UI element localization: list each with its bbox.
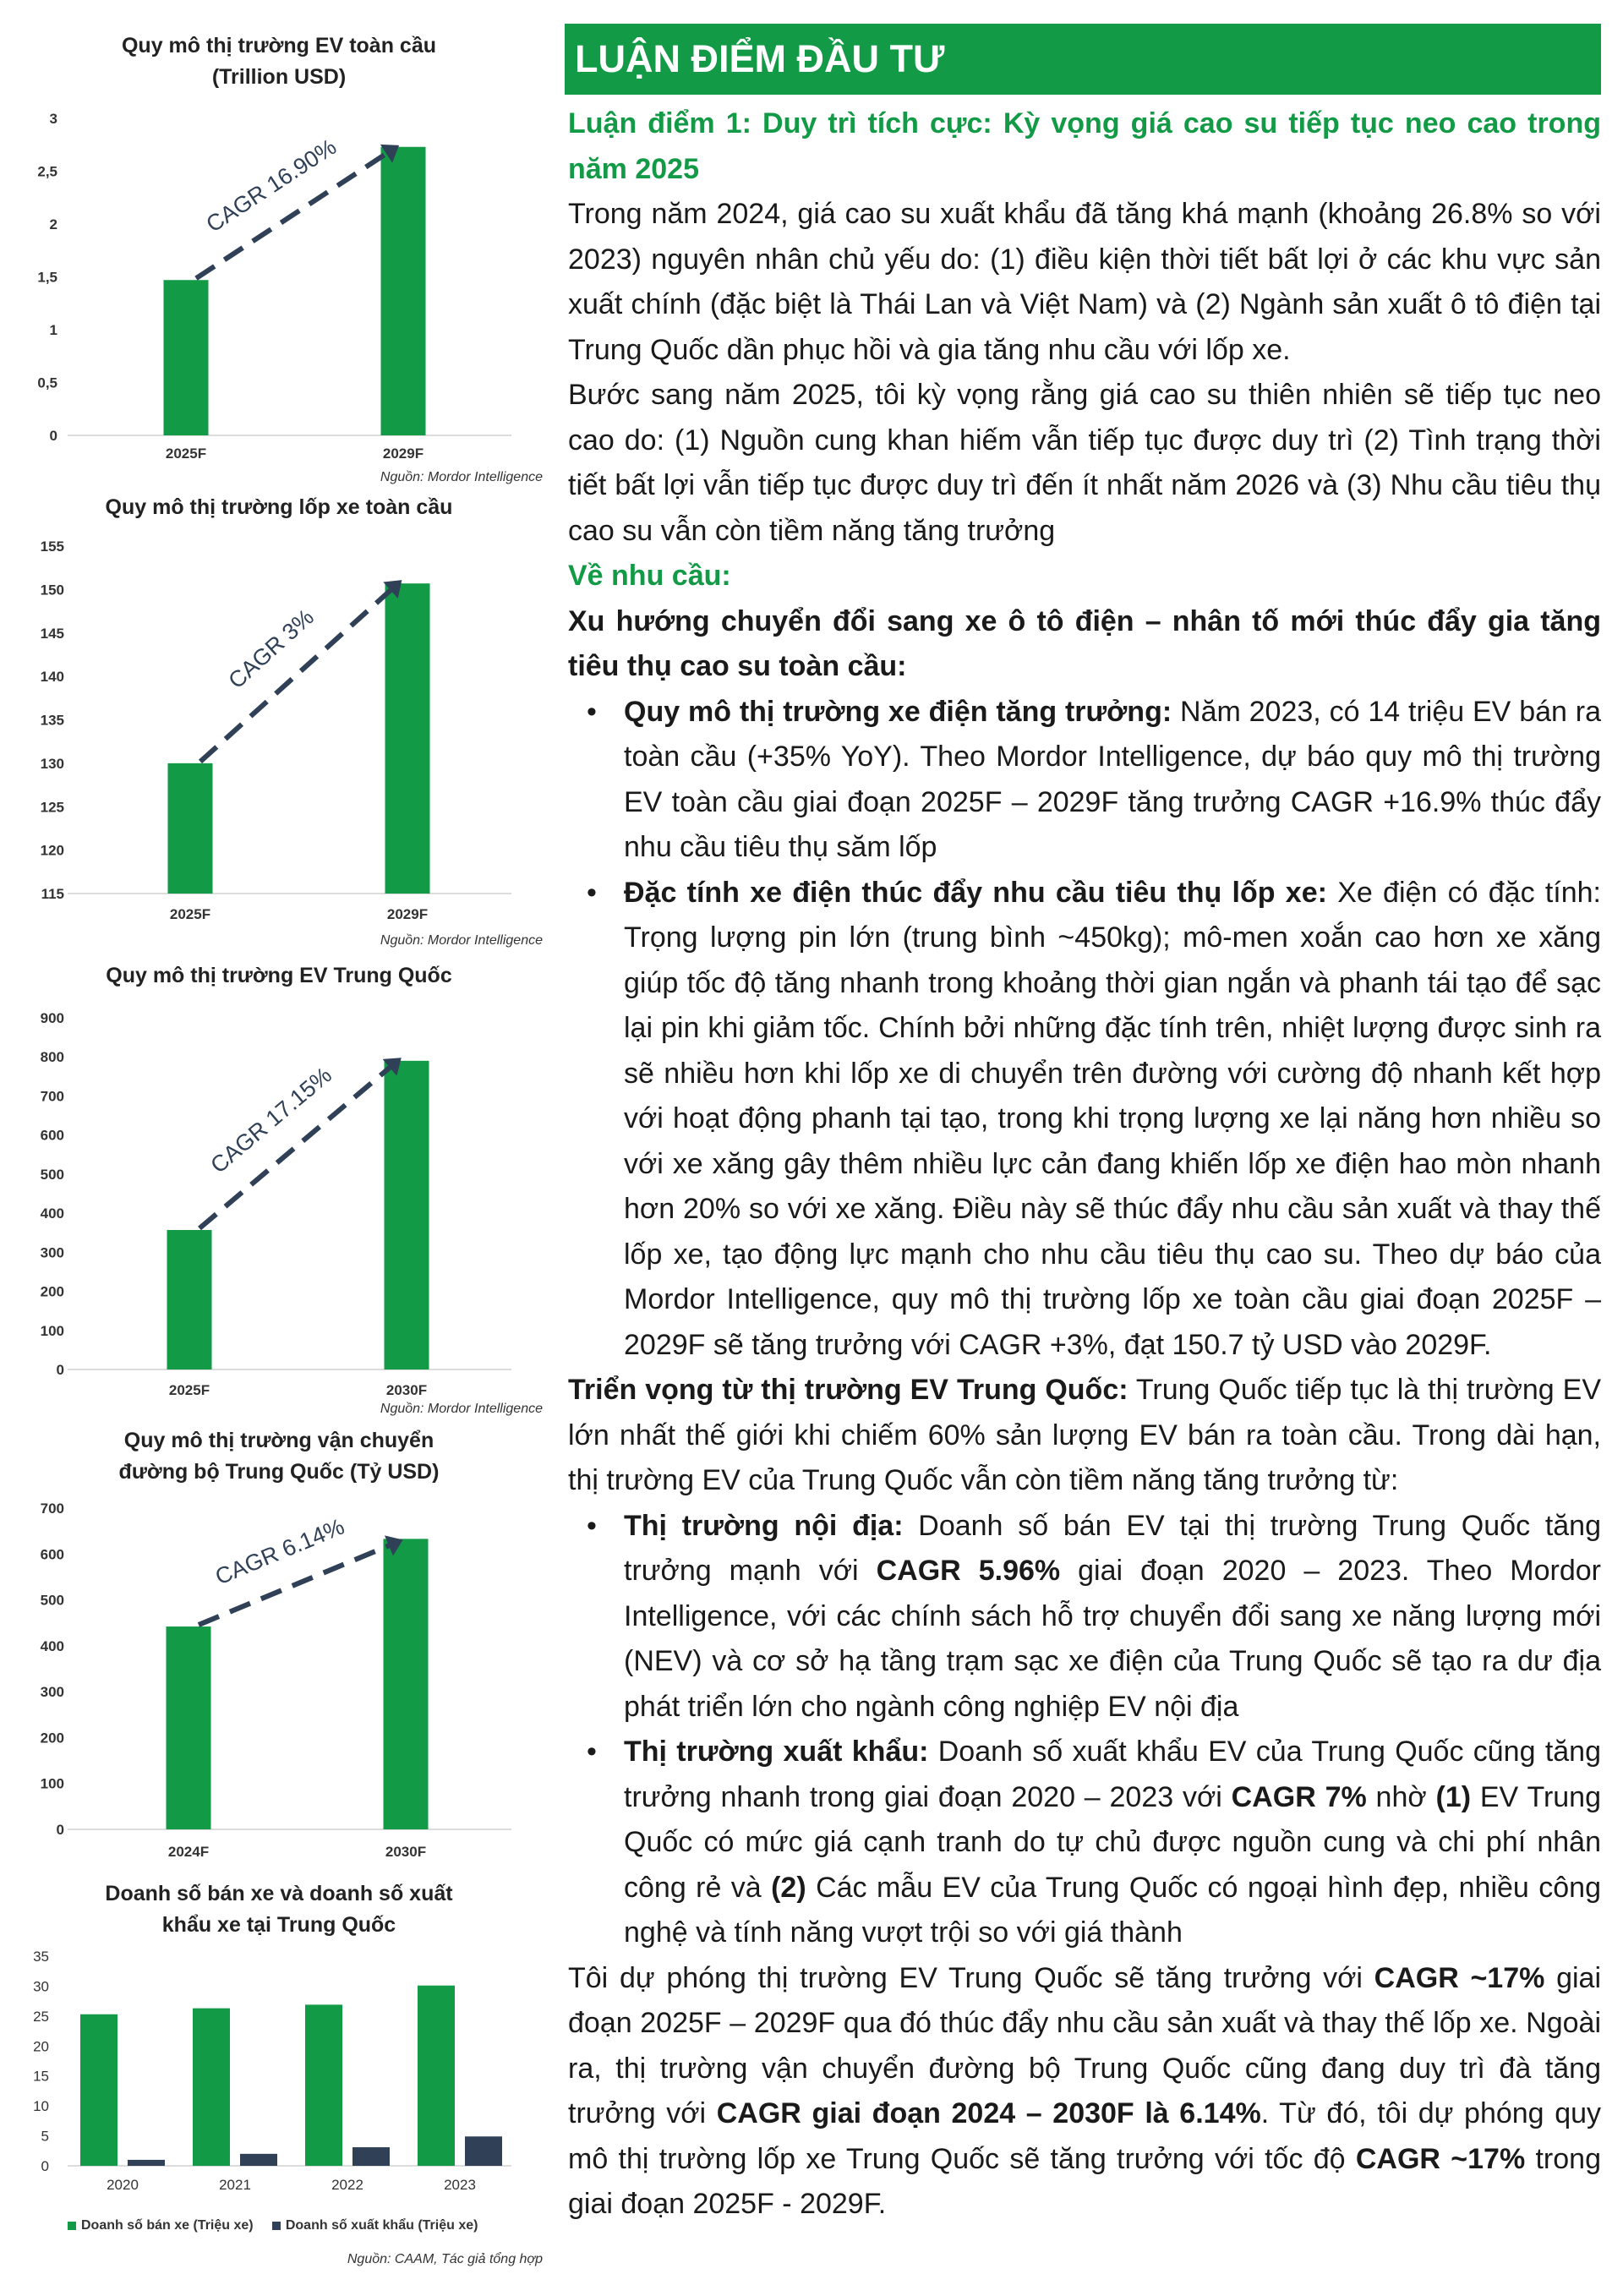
chart-road-transport (0, 1425, 558, 1882)
x-tick-label: 2025F (169, 906, 211, 922)
bar-sales-2022 (305, 2004, 342, 2166)
cagr-label: CAGR 3% (223, 604, 320, 694)
chart-title: Quy mô thị trường vận chuyển đường bộ Trung Quốc (Tỷ USD) (118, 1429, 440, 1484)
article-body (565, 95, 1601, 2228)
y-tick-label: 125 (40, 799, 64, 816)
y-tick-label: 0 (56, 1822, 64, 1838)
y-tick-label: 400 (40, 1205, 64, 1222)
china-bullets (568, 1504, 1601, 1956)
y-tick-label: 0 (41, 2158, 49, 2174)
legend-swatch-sales (68, 2222, 76, 2230)
section-banner: LUẬN ĐIỂM ĐẦU TƯ (565, 24, 1601, 95)
paragraph-2024: Trong năm 2024, giá cao su xuất khẩu đã tăng khá mạnh (khoảng 26.8% so với 2023) nguyên nhân chủ yếu do: (1) điều kiện thời tiết bất lợi ở các khu vực sản xuất chính (đặc biệt là Thái Lan và Việt Nam) và (2) Ngành sản xuất ô tô điện tại Trung Quốc dần phục hồi và gia tăng nhu cầu với lốp xe. (568, 198, 1601, 366)
x-tick-label: 2023 (444, 2177, 476, 2193)
bullet-ev-market-size: • Quy mô thị trường xe điện tăng trưởng: Năm 2023, có 14 triệu EV bán ra toàn cầu (+35% YoY). Theo Mordor Intelligence, dự báo quy mô thị trường EV toàn cầu giai đoạn 2025F – 2029F tăng trưởng CAGR +16.9% thúc đẩy nhu cầu tiêu thụ săm lốp (624, 690, 1601, 871)
y-tick-label: 200 (40, 1283, 64, 1300)
chart-ev-global-plot (0, 25, 558, 499)
y-tick-label: 20 (33, 2038, 49, 2055)
y-tick-label: 900 (40, 1010, 64, 1026)
x-tick-label: 2025F (168, 1382, 210, 1398)
x-tick-label: 2021 (219, 2177, 251, 2193)
y-tick-label: 145 (40, 625, 64, 642)
chart-source: Nguồn: Mordor Intelligence (380, 470, 543, 484)
legend-label-export: Doanh số xuất khẩu (Triệu xe) (285, 2218, 478, 2233)
bar-2029F (381, 147, 426, 435)
paragraph-forecast: Tôi dự phóng thị trường EV Trung Quốc sẽ tăng trưởng với CAGR ~17% giai đoạn 2025F – 2029F qua đó thúc đẩy nhu cầu sản xuất và thay thế lốp xe. Ngoài ra, thị trường vận chuyển đường bộ Trung Quốc cũng đang duy trì đà tăng trưởng với CAGR giai đoạn 2024 – 2030F là 6.14%. Từ đó, tôi dự phóng quy mô thị trường lốp xe Trung Quốc sẽ tăng trưởng với tốc độ CAGR ~17% trong giai đoạn 2025F - 2029F. (568, 1961, 1602, 2220)
chart-title: Quy mô thị trường EV toàn cầu (Trillion USD) (121, 34, 436, 89)
x-tick-label: 2030F (385, 1844, 427, 1860)
y-tick-label: 800 (40, 1049, 64, 1066)
chart-tire-global-plot (0, 492, 558, 957)
y-tick-label: 500 (40, 1166, 64, 1183)
y-tick-label: 200 (40, 1730, 64, 1747)
y-tick-label: 300 (40, 1684, 64, 1701)
y-tick-label: 600 (40, 1127, 64, 1144)
y-tick-label: 10 (33, 2098, 49, 2115)
y-tick-label: 600 (40, 1546, 64, 1563)
bullet-export-market: • Thị trường xuất khẩu: Doanh số xuất khẩu EV của Trung Quốc cũng tăng trưởng nhanh trong giai đoạn 2020 – 2023 với CAGR 7% nhờ (1) EV Trung Quốc có mức giá cạnh tranh do tự chủ được nguồn cung và chi phí nhân công rẻ và (2) Các mẫu EV của Trung Quốc có ngoại hình đẹp, nhiều công nghệ và tính năng vượt trội so với giá thành (624, 1730, 1601, 1956)
x-tick-label: 2022 (331, 2177, 363, 2193)
chart-china-sales (0, 1878, 558, 2296)
chart-title: Quy mô thị trường lốp xe toàn cầu (105, 495, 453, 519)
bar-export-2023 (465, 2136, 502, 2166)
legend-label-sales: Doanh số bán xe (Triệu xe) (81, 2218, 254, 2233)
ev-bullets (568, 690, 1601, 1369)
y-tick-label: 100 (40, 1322, 64, 1339)
bullet-domestic-market: • Thị trường nội địa: Doanh số bán EV tại thị trường Trung Quốc tăng trưởng mạnh với CAGR 5.96% giai đoạn 2020 – 2023. Theo Mordor Intelligence, với các chính sách hỗ trợ chuyển đổi sang xe năng lượng mới (NEV) và cơ sở hạ tầng trạm sạc xe điện của Trung Quốc sẽ tạo ra dư địa phát triển lớn cho ngành công nghiệp EV nội địa (624, 1504, 1601, 1730)
demand-heading: Về nhu cầu: (568, 560, 731, 592)
bar-2030F (384, 1539, 429, 1829)
y-tick-label: 155 (40, 538, 64, 555)
y-tick-label: 2 (49, 216, 57, 232)
chart-title: Quy mô thị trường EV Trung Quốc (106, 964, 452, 987)
cagr-label: CAGR 6.14% (211, 1513, 348, 1590)
x-tick-label: 2025F (165, 446, 207, 462)
paragraph-china-outlook: Triển vọng từ thị trường EV Trung Quốc: Trung Quốc tiếp tục là thị trường EV lớn nhất thế giới khi chiếm 60% sản lượng EV bán ra toàn cầu. Trong dài hạn, thị trường EV của Trung Quốc vẫn còn tiềm năng tăng trưởng từ: (568, 1374, 1602, 1496)
bar-export-2022 (352, 2147, 390, 2166)
y-tick-label: 150 (40, 582, 64, 599)
y-tick-label: 35 (33, 1949, 49, 1965)
bar-2024F (167, 1626, 211, 1829)
text-column (565, 24, 1601, 2228)
bar-2029F (385, 583, 430, 894)
y-tick-label: 700 (40, 1501, 64, 1517)
cagr-label: CAGR 17.15% (205, 1062, 337, 1178)
bullet-ev-characteristics: • Đặc tính xe điện thúc đẩy nhu cầu tiêu thụ lốp xe: Xe điện có đặc tính: Trọng lượng pin lớn (trung bình ~450kg); mô-men xoắn cao hơn xe xăng giúp tốc độ tăng nhanh trong khoảng thời gian ngắn và phanh tái tạo để sạc lại pin khi giảm tốc. Chính bởi những đặc tính trên, nhiệt lượng được sinh ra sẽ nhiều hơn khi lốp xe di chuyển trên đường với cường độ nhanh kết hợp với hoạt động phanh tại tạo, trong khi trọng lượng xe lại năng hơn nhiều so với xe xăng gây thêm nhiều lực cản đang khiến lốp xe điện hao mòn nhanh hơn 20% so với xe xăng. Điều này sẽ thúc đẩy nhu cầu sản xuất và thay thế lốp xe, tạo động lực mạnh cho nhu cầu tiêu thụ cao su. Theo dự báo của Mordor Intelligence, quy mô thị trường lốp xe toàn cầu giai đoạn 2025F – 2029F sẽ tăng trưởng với CAGR +3%, đạt 150.7 tỷ USD vào 2029F. (624, 871, 1601, 1369)
chart-source: Nguồn: Mordor Intelligence (380, 1402, 543, 1416)
bar-export-2021 (240, 2154, 277, 2166)
chart-column (0, 0, 558, 2296)
chart-source: Nguồn: CAAM, Tác giả tổng hợp (347, 2252, 543, 2266)
y-tick-label: 1 (49, 322, 57, 338)
y-tick-label: 135 (40, 712, 64, 729)
chart-ev-china (0, 960, 558, 1434)
bar-2030F (385, 1061, 429, 1369)
y-tick-label: 15 (33, 2068, 49, 2085)
bar-sales-2021 (193, 2009, 230, 2166)
y-tick-label: 120 (40, 842, 64, 859)
y-tick-label: 100 (40, 1775, 64, 1792)
chart-source: Nguồn: Mordor Intelligence (380, 933, 543, 948)
bar-2025F (167, 1230, 212, 1369)
y-tick-label: 5 (41, 2128, 49, 2145)
chart-tire-global (0, 492, 558, 957)
legend-swatch-export (272, 2222, 281, 2230)
x-tick-label: 2030F (385, 1382, 428, 1398)
ev-trend-heading: Xu hướng chuyển đổi sang xe ô tô điện – nhân tố mới thúc đẩy gia tăng tiêu thụ cao su toàn cầu: (568, 604, 1601, 682)
chart-title: Doanh số bán xe và doanh số xuất khẩu xe tại Trung Quốc (105, 1882, 453, 1937)
bar-sales-2023 (418, 1986, 455, 2166)
bar-sales-2020 (80, 2014, 117, 2166)
y-tick-label: 1,5 (37, 269, 57, 286)
x-tick-label: 2024F (167, 1844, 210, 1860)
bar-2025F (168, 763, 213, 894)
y-tick-label: 3 (49, 111, 57, 127)
y-tick-label: 500 (40, 1592, 64, 1609)
y-tick-label: 400 (40, 1637, 64, 1654)
y-tick-label: 0 (56, 1362, 64, 1378)
paragraph-2025: Bước sang năm 2025, tôi kỳ vọng rằng giá cao su thiên nhiên sẽ tiếp tục neo cao do: (1) Nguồn cung khan hiếm vẫn tiếp tục được duy trì (2) Tình trạng thời tiết bất lợi vẫn tiếp tục được duy trì đến ít nhất năm 2026 và (3) Nhu cầu tiêu thụ cao su vẫn còn tiềm năng tăng trưởng (568, 379, 1601, 547)
y-tick-label: 700 (40, 1088, 64, 1105)
chart-ev-global (0, 25, 558, 499)
y-tick-label: 300 (40, 1244, 64, 1261)
bar-export-2020 (128, 2160, 165, 2166)
x-tick-label: 2029F (386, 906, 429, 922)
y-tick-label: 2,5 (37, 163, 57, 180)
y-tick-label: 0,5 (37, 374, 57, 391)
chart-road-transport-plot (0, 1425, 558, 1882)
x-tick-label: 2029F (382, 446, 424, 462)
x-tick-label: 2020 (107, 2177, 139, 2193)
y-tick-label: 130 (40, 755, 64, 772)
y-tick-label: 115 (41, 886, 64, 902)
cagr-label: CAGR 16.90% (201, 134, 342, 238)
bar-2025F (164, 280, 209, 435)
y-tick-label: 140 (40, 669, 64, 686)
chart-ev-china-plot (0, 960, 558, 1434)
chart-legend (68, 2218, 478, 2233)
y-tick-label: 25 (33, 2008, 49, 2025)
y-tick-label: 30 (33, 1978, 49, 1995)
y-tick-label: 0 (49, 428, 57, 444)
thesis-heading: Luận điểm 1: Duy trì tích cực: Kỳ vọng giá cao su tiếp tục neo cao trong năm 2025 (568, 107, 1601, 185)
